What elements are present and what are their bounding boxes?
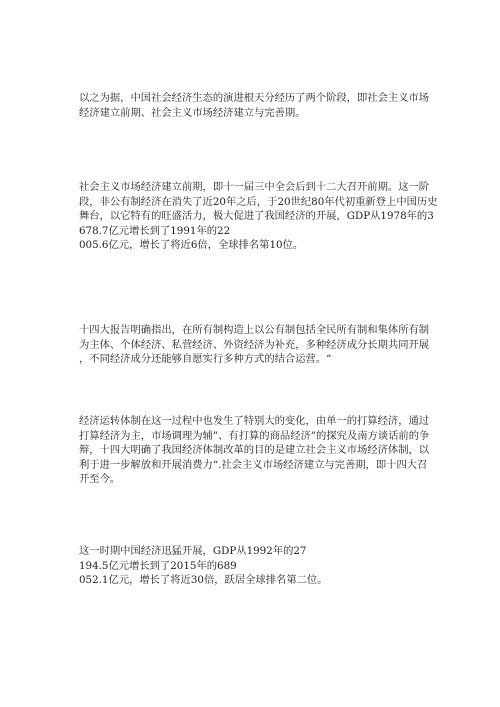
text-line: 经济运转体制在这一过程中也发生了特别大的变化，由单一的打算经济，通过 [79,415,430,427]
text-line: 005.6亿元，增长了将近6倍，全球排名第10位。 [79,239,304,251]
text-line: 以之为据，中国社会经济生态的演进根天分经历了两个阶段，即社会主义市场 [79,92,430,104]
paragraph-gdp-growth [79,544,429,588]
text-line: 052.1亿元，增长了将近30倍，跃居全球排名第二位。 [79,574,328,586]
paragraph-economic-system-change [79,414,429,487]
paragraph-early-period [79,180,438,253]
text-line: 辩，十四大明确了我国经济体制改革的目的是建立社会主义市场经济体制，以 [79,444,430,456]
paragraph-stages-intro [79,91,429,120]
text-line: 194.5亿元增长到了2015年的689 [79,559,237,572]
text-line: 利于进一步解放和开展消费力“.社会主义市场经济建立与完善期，即十四大召 [79,458,428,471]
text-line: 舞台，以它特有的旺盛活力，极大促进了我国经济的开展，GDP从1978年的3 [79,210,434,222]
text-line: 社会主义市场经济建立前期，即十一届三中全会后到十二大召开前期。这一阶 [79,181,430,193]
text-line: ，不同经济成分还能够自愿实行多种方式的结合运营。“ [79,353,332,365]
text-line: 十四大报告明确指出，在所有制构造上以公有制包括全民所有制和集体所有制 [79,324,430,336]
text-line: 这一时期中国经济迅猛开展，GDP从1992年的27 [79,545,307,557]
text-line: 经济建立前期、社会主义市场经济建立与完善期。 [79,106,306,119]
text-line: 678.7亿元增长到了1991年的22 [79,224,231,237]
text-line: 段，非公有制经济在消失了近20年之后，于20世纪80年代初重新登上中国历史 [79,195,438,208]
text-line: 为主体、个体经济、私营经济、外资经济为补充，多种经济成分长期共同开展 [79,338,430,351]
text-line: 打算经济为主，市场调理为辅”、有打算的商品经济”的探究及南方谈话前的争 [79,429,430,442]
text-line: 开至今。 [79,473,121,485]
paragraph-14th-congress-ownership [79,323,429,367]
